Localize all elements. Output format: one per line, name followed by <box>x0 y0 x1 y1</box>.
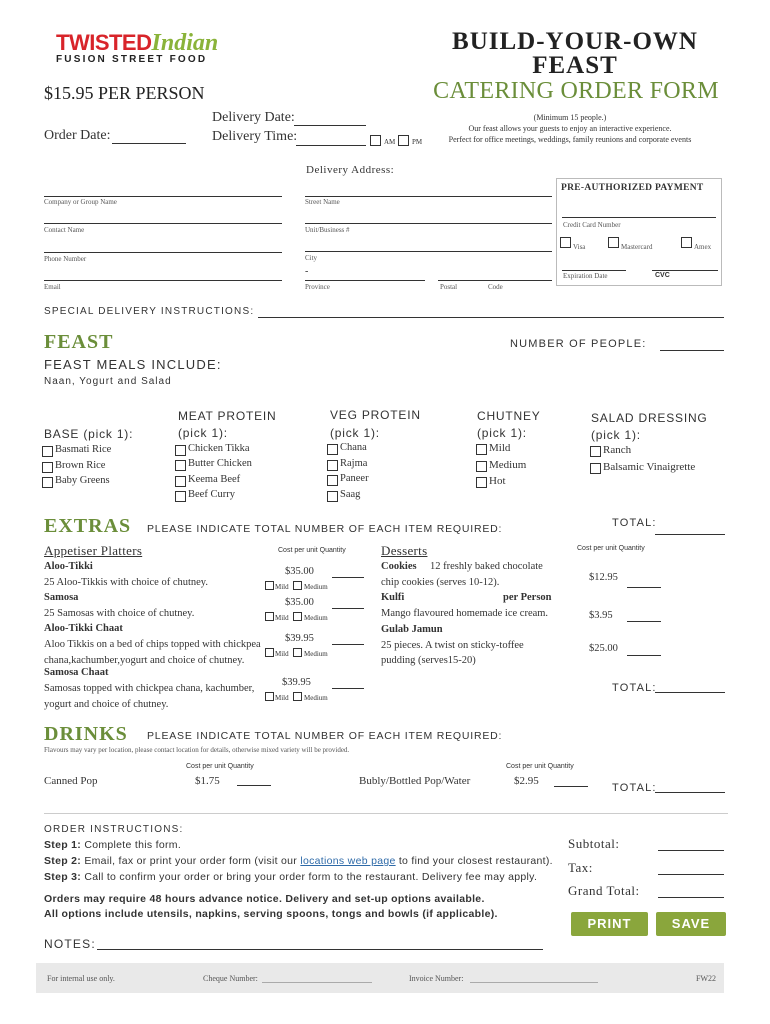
appetiser-name: Samosa <box>44 592 79 603</box>
print-button[interactable]: PRINT <box>571 912 648 936</box>
canned-pop-price: $1.75 <box>195 775 220 787</box>
desserts-cost-qty: Cost per unit Quantity <box>577 545 645 552</box>
salad-checkbox[interactable] <box>590 446 601 457</box>
contact-field[interactable] <box>44 223 282 224</box>
appetiser-qty-field[interactable] <box>332 688 364 689</box>
mild-checkbox[interactable] <box>265 612 274 621</box>
mastercard-checkbox[interactable] <box>608 237 619 248</box>
base-heading: BASE (pick 1): <box>44 427 134 441</box>
city-field[interactable] <box>305 251 552 252</box>
mild-label: Mild <box>275 650 289 658</box>
mild-label: Mild <box>275 614 289 622</box>
step-2-label: Step 2: <box>44 855 82 867</box>
salad-heading-2: (pick 1): <box>591 428 641 442</box>
salad-option: Balsamic Vinaigrette <box>603 461 696 473</box>
email-label: Email <box>44 283 61 291</box>
locations-link[interactable]: locations web page <box>300 855 396 867</box>
medium-label: Medium <box>304 694 328 702</box>
province-label: Province <box>305 283 330 291</box>
extras-total2-label: TOTAL: <box>612 682 657 694</box>
kulfi-per: per Person <box>503 592 552 603</box>
delivery-time-label: Delivery Time: <box>212 129 298 144</box>
chutney-option: Medium <box>489 458 527 471</box>
blurb-1: Our feast allows your guests to enjoy an interactive experience. <box>468 124 672 133</box>
gulab-qty-field[interactable] <box>627 655 661 656</box>
kulfi-name: Kulfi <box>381 592 405 603</box>
salad-heading-1: SALAD DRESSING <box>591 411 708 425</box>
veg-option: Paneer <box>340 473 369 484</box>
company-label: Company or Group Name <box>44 198 117 206</box>
delivery-address-label: Delivery Address: <box>306 164 395 176</box>
logo-twisted: TWISTED <box>56 30 152 55</box>
extras-heading: EXTRAS <box>44 515 132 537</box>
cvc-label: CVC <box>655 272 670 279</box>
bubly-label: Bubly/Bottled Pop/Water <box>359 775 471 787</box>
appetiser-desc: Samosas topped with chickpea chana, kachumber, <box>44 683 255 694</box>
salad-checkbox[interactable] <box>590 463 601 474</box>
cookies-price: $12.95 <box>589 572 618 583</box>
price-per-person: $15.95 PER PERSON <box>44 83 205 103</box>
save-button[interactable]: SAVE <box>656 912 726 936</box>
veg-heading-2: (pick 1): <box>330 426 380 440</box>
street-label: Street Name <box>305 198 340 206</box>
meat-option: Butter Chicken <box>188 458 252 470</box>
step-1-text: Complete this form. <box>84 839 182 851</box>
amex-checkbox[interactable] <box>681 237 692 248</box>
visa-checkbox[interactable] <box>560 237 571 248</box>
extras-total2-field[interactable] <box>655 692 725 693</box>
appetiser-cost-qty: Cost per unit Quantity <box>278 547 346 554</box>
extras-total-field[interactable] <box>655 534 725 535</box>
cookies-name: Cookies <box>381 561 417 572</box>
order-divider <box>44 813 728 814</box>
appetiser-price: $39.95 <box>285 633 314 644</box>
step-3-text: Call to confirm your order or bring your order form to the restaurant. Delivery fee may apply. <box>84 871 538 883</box>
drinks-total-label: TOTAL: <box>612 782 657 794</box>
delivery-time-field[interactable] <box>296 145 366 146</box>
medium-label: Medium <box>304 614 328 622</box>
appetiser-desc: 25 Samosas with choice of chutney. <box>44 608 195 619</box>
chutney-heading <box>477 408 541 442</box>
order-date-field[interactable] <box>112 143 186 144</box>
mild-checkbox[interactable] <box>265 692 274 701</box>
postal-label: Postal <box>440 283 458 291</box>
meat-checkbox[interactable] <box>175 460 186 471</box>
pm-label: PM <box>412 138 423 146</box>
mild-label: Mild <box>275 694 289 702</box>
salad-heading <box>591 410 708 444</box>
am-checkbox[interactable] <box>370 135 381 146</box>
cvc-field[interactable] <box>652 270 718 271</box>
mild-checkbox[interactable] <box>265 581 274 590</box>
gulab-desc: 25 pieces. A twist on sticky-toffee <box>381 640 524 651</box>
expiration-label: Expiration Date <box>563 272 608 280</box>
feast-includes-heading: FEAST MEALS INCLUDE: <box>44 357 222 372</box>
expiration-field[interactable] <box>562 270 626 271</box>
veg-option: Rajma <box>340 457 368 469</box>
kulfi-price: $3.95 <box>589 610 613 621</box>
appetiser-heading: Appetiser Platters <box>44 543 143 558</box>
subtotal-field[interactable] <box>658 850 724 851</box>
logo-indian: Indian <box>151 30 219 56</box>
canned-pop-qty-field[interactable] <box>237 785 271 786</box>
delivery-date-label: Delivery Date: <box>212 110 295 125</box>
meat-checkbox[interactable] <box>175 491 186 502</box>
contact-label: Contact Name <box>44 226 85 234</box>
chutney-heading-1: CHUTNEY <box>477 409 541 423</box>
internal-bar <box>36 963 724 993</box>
veg-heading <box>330 406 421 442</box>
gulab-desc2: pudding (serves15-20) <box>381 655 476 666</box>
company-field[interactable] <box>44 196 282 197</box>
card-number-field[interactable] <box>562 217 716 218</box>
kulfi-qty-field[interactable] <box>627 621 661 622</box>
medium-checkbox[interactable] <box>293 648 302 657</box>
meat-checkbox[interactable] <box>175 476 186 487</box>
invoice-label: Invoice Number: <box>409 974 464 983</box>
medium-label: Medium <box>304 583 328 591</box>
number-of-people-field[interactable] <box>660 350 724 351</box>
base-checkbox[interactable] <box>42 446 53 457</box>
meat-heading-2: (pick 1): <box>178 426 228 440</box>
am-label: AM <box>384 138 396 146</box>
bubly-price: $2.95 <box>514 775 539 787</box>
code-label: Code <box>488 283 503 291</box>
invoice-field[interactable] <box>470 982 598 983</box>
cookies-qty-field[interactable] <box>627 587 661 588</box>
chutney-checkbox[interactable] <box>476 477 487 488</box>
appetiser-qty-field[interactable] <box>332 608 364 609</box>
medium-checkbox[interactable] <box>293 581 302 590</box>
pm-checkbox[interactable] <box>398 135 409 146</box>
meat-checkbox[interactable] <box>175 445 186 456</box>
extras-total-label: TOTAL: <box>612 517 657 529</box>
base-option: Brown Rice <box>55 459 106 471</box>
extras-instruction: PLEASE INDICATE TOTAL NUMBER OF EACH ITEM REQUIRED: <box>147 523 503 535</box>
special-delivery-field[interactable] <box>258 317 724 318</box>
tax-label: Tax: <box>568 860 593 875</box>
blurb-2: Perfect for office meetings, weddings, family reunions and corporate events <box>448 135 692 144</box>
meat-heading <box>178 408 277 442</box>
tax-field[interactable] <box>658 874 724 875</box>
mild-checkbox[interactable] <box>265 648 274 657</box>
step-1 <box>44 839 181 851</box>
meat-option: Keema Beef <box>188 473 241 485</box>
chutney-option: Mild <box>489 442 511 454</box>
appetiser-desc2: yogurt and choice of chutney. <box>44 699 169 710</box>
salad-option: Ranch <box>603 444 632 456</box>
cheque-label: Cheque Number: <box>203 974 258 983</box>
title-feast: FEAST <box>532 52 618 79</box>
number-of-people-label: NUMBER OF PEOPLE: <box>510 338 647 350</box>
feast-includes-items: Naan, Yogurt and Salad <box>44 376 172 387</box>
veg-option: Saag <box>340 488 361 500</box>
email-field[interactable] <box>44 280 282 281</box>
unit-field[interactable] <box>305 223 552 224</box>
drinks-cost-qty-1: Cost per unit Quantity <box>186 763 254 770</box>
appetiser-name: Aloo-Tikki Chaat <box>44 623 123 634</box>
title-catering: CATERING ORDER FORM <box>433 78 719 104</box>
logo-subtitle: FUSION STREET FOOD <box>56 54 208 65</box>
title-build: BUILD-YOUR-OWN <box>452 28 698 55</box>
appetiser-price: $39.95 <box>282 677 311 688</box>
visa-label: Visa <box>573 243 586 251</box>
meat-heading-1: MEAT PROTEIN <box>178 409 277 423</box>
grand-total-label: Grand Total: <box>568 883 640 898</box>
amex-label: Amex <box>694 243 712 251</box>
step-3 <box>44 871 537 883</box>
chutney-checkbox[interactable] <box>476 444 487 455</box>
appetiser-desc: Aloo Tikkis on a bed of chips topped with chickpea <box>44 639 261 650</box>
feast-heading: FEAST <box>44 331 114 353</box>
veg-checkbox[interactable] <box>327 491 338 502</box>
gulab-price: $25.00 <box>589 643 618 654</box>
appetiser-desc: 25 Aloo-Tikkis with choice of chutney. <box>44 577 209 588</box>
cheque-field[interactable] <box>262 982 372 983</box>
city-label: City <box>305 254 318 262</box>
step-2-text-b: to find your closest restaurant). <box>398 855 553 867</box>
meat-option: Chicken Tikka <box>188 443 250 454</box>
notes-field[interactable] <box>97 949 543 950</box>
veg-heading-1: VEG PROTEIN <box>330 408 421 422</box>
order-date-label: Order Date: <box>44 128 111 143</box>
delivery-date-field[interactable] <box>294 125 366 126</box>
appetiser-price: $35.00 <box>285 597 314 608</box>
minimum-note: (Minimum 15 people.) <box>533 113 607 122</box>
phone-field[interactable] <box>44 252 282 253</box>
appetiser-desc2: chana,kachumber,yogurt and choice of chutney. <box>44 655 245 666</box>
bubly-qty-field[interactable] <box>554 786 588 787</box>
mastercard-label: Mastercard <box>621 243 653 251</box>
medium-checkbox[interactable] <box>293 692 302 701</box>
kulfi-desc: Mango flavoured homemade ice cream. <box>381 608 549 619</box>
veg-option: Chana <box>340 442 367 453</box>
notice-1: Orders may require 48 hours advance notice. Delivery and set-up options available. <box>44 893 485 905</box>
special-delivery-label: SPECIAL DELIVERY INSTRUCTIONS: <box>44 306 255 317</box>
drinks-cost-qty-2: Cost per unit Quantity <box>506 763 574 770</box>
notes-label: NOTES: <box>44 937 96 951</box>
order-instructions-heading: ORDER INSTRUCTIONS: <box>44 824 184 835</box>
form-code: FW22 <box>696 974 716 983</box>
drinks-total-field[interactable] <box>655 792 725 793</box>
appetiser-name: Samosa Chaat <box>44 667 109 678</box>
veg-checkbox[interactable] <box>327 444 338 455</box>
veg-checkbox[interactable] <box>327 460 338 471</box>
card-number-label: Credit Card Number <box>563 221 621 229</box>
mild-label: Mild <box>275 583 289 591</box>
chutney-checkbox[interactable] <box>476 461 487 472</box>
base-option: Basmati Rice <box>55 444 112 455</box>
canned-pop-label: Canned Pop <box>44 775 98 787</box>
medium-checkbox[interactable] <box>293 612 302 621</box>
phone-label: Phone Number <box>44 255 87 263</box>
gulab-name: Gulab Jamun <box>381 624 443 635</box>
step-2 <box>44 855 553 867</box>
veg-checkbox[interactable] <box>327 475 338 486</box>
appetiser-qty-field[interactable] <box>332 577 364 578</box>
subtotal-label: Subtotal: <box>568 836 620 851</box>
internal-label: For internal use only. <box>47 974 115 983</box>
base-checkbox[interactable] <box>42 477 53 488</box>
chutney-option: Hot <box>489 475 506 487</box>
base-option: Baby Greens <box>55 475 110 486</box>
cookies-desc2: chip cookies (serves 10-12). <box>381 577 500 588</box>
drinks-note: Flavours may vary per location, please contact location for details, otherwise mixed variety will be provided. <box>44 746 350 754</box>
appetiser-price: $35.00 <box>285 566 314 577</box>
drinks-heading: DRINKS <box>44 723 128 745</box>
drinks-instruction: PLEASE INDICATE TOTAL NUMBER OF EACH ITEM REQUIRED: <box>147 730 503 742</box>
appetiser-qty-field[interactable] <box>332 644 364 645</box>
cookies-desc: 12 freshly baked chocolate <box>430 561 543 572</box>
street-field[interactable] <box>305 196 552 197</box>
medium-label: Medium <box>304 650 328 658</box>
payment-heading: PRE-AUTHORIZED PAYMENT <box>561 183 704 193</box>
chutney-heading-2: (pick 1): <box>477 426 527 440</box>
postal-field[interactable] <box>438 280 552 281</box>
desserts-heading: Desserts <box>381 543 428 558</box>
unit-label: Unit/Business # <box>305 226 350 234</box>
province-field[interactable] <box>305 280 425 281</box>
logo <box>56 30 218 65</box>
step-2-text-a: Email, fax or print your order form (visit our <box>84 855 298 867</box>
base-checkbox[interactable] <box>42 462 53 473</box>
step-3-label: Step 3: <box>44 871 82 883</box>
meat-option: Beef Curry <box>188 488 235 500</box>
grand-total-field[interactable] <box>658 897 724 898</box>
notice-2: All options include utensils, napkins, serving spoons, tongs and bowls (if applicable). <box>44 908 498 920</box>
appetiser-name: Aloo-Tikki <box>44 561 93 572</box>
step-1-label: Step 1: <box>44 839 82 851</box>
dash: - <box>305 266 309 277</box>
